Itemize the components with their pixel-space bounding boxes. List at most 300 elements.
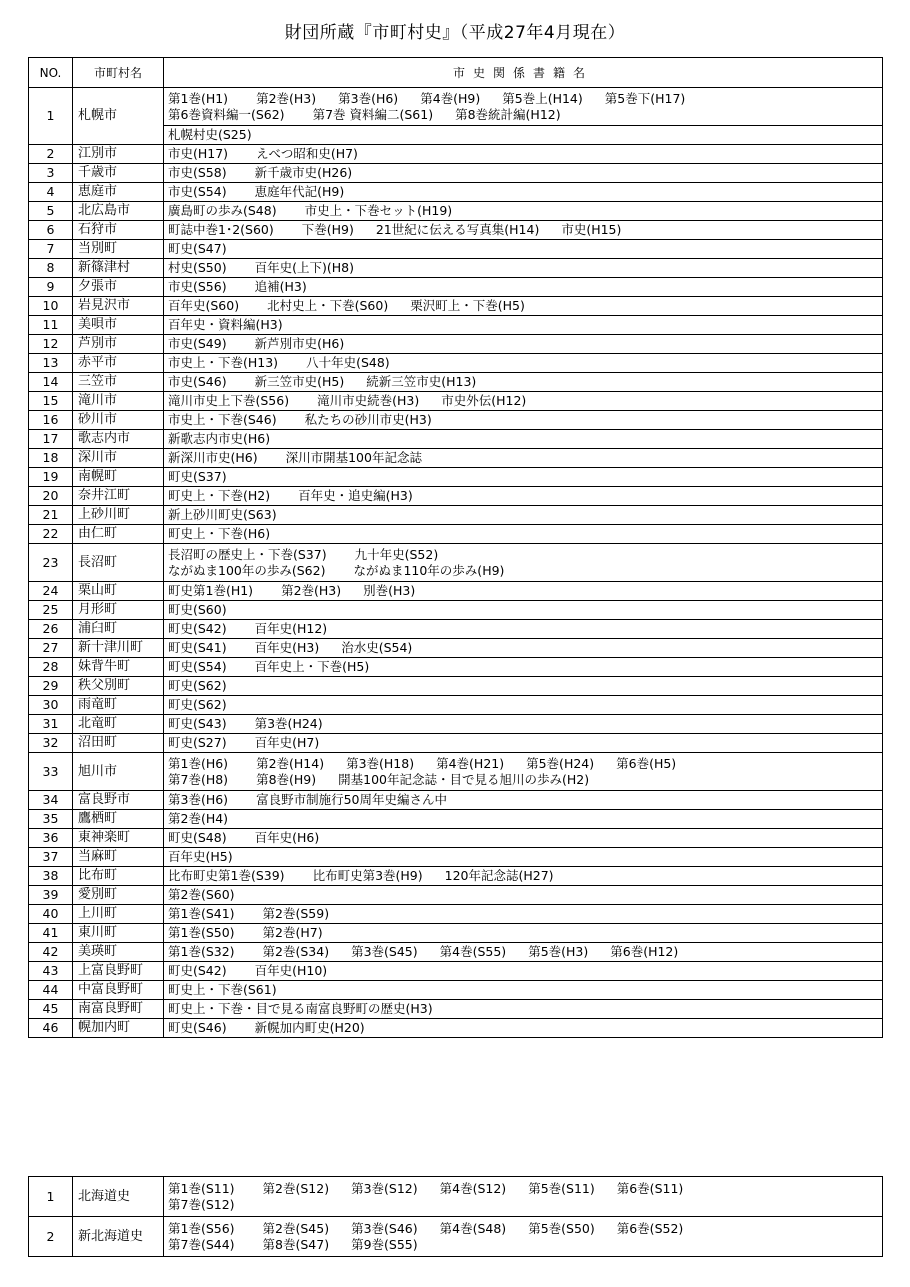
book-title: えべつ昭和史(H7)	[256, 146, 358, 161]
book-line	[168, 735, 882, 751]
book-title: 八十年史(S48)	[306, 355, 390, 370]
book-title: 新幌加内町史(H20)	[254, 1020, 365, 1035]
book-line	[168, 526, 882, 542]
book-list	[164, 468, 883, 487]
book-list	[164, 297, 883, 316]
book-title: 第8巻統計編(H12)	[455, 106, 561, 122]
table-row	[29, 183, 883, 202]
book-list	[164, 810, 883, 829]
table-row	[29, 221, 883, 240]
row-number: 39	[29, 886, 73, 905]
book-list	[164, 183, 883, 202]
book-line	[168, 431, 882, 447]
row-number: 32	[29, 734, 73, 753]
book-title: 第2巻(H7)	[262, 925, 323, 940]
book-list	[164, 962, 883, 981]
table-row	[29, 829, 883, 848]
book-line	[168, 507, 882, 523]
municipality-name: 当別町	[73, 240, 164, 259]
municipality-name: 愛別町	[73, 886, 164, 905]
book-title: 第4巻(S48)	[439, 1220, 507, 1236]
book-list	[164, 487, 883, 506]
book-title: 第2巻(S45)	[262, 1220, 330, 1236]
book-title: 第1巻(S41)	[168, 906, 235, 921]
book-title: 第6巻(S52)	[616, 1220, 684, 1236]
book-title: 第1巻(H6)	[168, 755, 229, 771]
book-title: 市史上・下巻(S46)	[168, 412, 277, 427]
book-line	[168, 678, 882, 694]
row-number: 37	[29, 848, 73, 867]
book-title: 第5巻(S11)	[528, 1180, 595, 1196]
book-title: 第4巻(S12)	[439, 1180, 507, 1196]
table-row	[29, 544, 883, 582]
book-list	[164, 658, 883, 677]
book-list	[164, 335, 883, 354]
table-row	[29, 1177, 883, 1217]
table-row	[29, 373, 883, 392]
table-row	[29, 848, 883, 867]
book-title: 開基100年記念誌・目で見る旭川の歩み(H2)	[338, 771, 590, 787]
book-title: 第4巻(S55)	[439, 944, 507, 959]
row-number: 21	[29, 506, 73, 525]
book-title: 市史(H17)	[168, 146, 229, 161]
book-line	[168, 963, 882, 979]
book-title: 第3巻(S12)	[351, 1180, 418, 1196]
municipality-name: 上砂川町	[73, 506, 164, 525]
table-row	[29, 354, 883, 373]
book-title: 町史(S41)	[168, 640, 227, 655]
book-title: 第5巻上(H14)	[502, 90, 583, 106]
book-list	[164, 164, 883, 183]
book-line	[168, 336, 882, 352]
book-line	[168, 184, 882, 200]
municipality-name: 岩見沢市	[73, 297, 164, 316]
row-number: 28	[29, 658, 73, 677]
row-number: 4	[29, 183, 73, 202]
book-line	[168, 583, 882, 599]
municipality-name: 南富良野町	[73, 1000, 164, 1019]
book-title: 百年史(上下)(H8)	[254, 260, 354, 275]
row-number: 14	[29, 373, 73, 392]
municipality-name: 千歳市	[73, 164, 164, 183]
book-title: 第6巻(S11)	[616, 1180, 684, 1196]
book-title: 北村史上・下巻(S60)	[267, 298, 389, 313]
row-number: 2	[29, 145, 73, 164]
row-number: 31	[29, 715, 73, 734]
book-line	[168, 1001, 882, 1017]
book-list	[164, 886, 883, 905]
book-list	[164, 1000, 883, 1019]
book-line	[168, 241, 882, 257]
table-row	[29, 620, 883, 639]
book-title: 第7巻(S44)	[168, 1236, 235, 1252]
book-list	[164, 905, 883, 924]
table-row	[29, 259, 883, 278]
row-number: 13	[29, 354, 73, 373]
book-title: 21世紀に伝える写真集(H14)	[375, 222, 540, 237]
municipality-name: 北海道史	[73, 1177, 164, 1217]
book-title: 市史(H15)	[561, 222, 622, 237]
row-number: 27	[29, 639, 73, 658]
table-row	[29, 601, 883, 620]
book-list	[164, 449, 883, 468]
book-title: 町史(S42)	[168, 621, 227, 636]
book-title: 百年史(H6)	[254, 830, 320, 845]
book-title: 滝川市史続巻(H3)	[317, 393, 420, 408]
municipality-name: 三笠市	[73, 373, 164, 392]
book-title: 第4巻(H21)	[436, 755, 505, 771]
book-line	[168, 393, 882, 409]
book-title: 町史(S47)	[168, 241, 227, 256]
row-number: 36	[29, 829, 73, 848]
book-title: 第1巻(S32)	[168, 944, 235, 959]
main-table-body	[29, 88, 883, 1038]
row-number: 34	[29, 791, 73, 810]
table-row	[29, 1019, 883, 1038]
table-row	[29, 1000, 883, 1019]
book-title: 市史(S46)	[168, 374, 227, 389]
book-title: 市史外伝(H12)	[441, 393, 527, 408]
book-line	[168, 621, 882, 637]
municipality-name: 北広島市	[73, 202, 164, 221]
book-title: 村史(S50)	[168, 260, 227, 275]
municipality-name: 恵庭市	[73, 183, 164, 202]
book-list	[164, 867, 883, 886]
row-number: 7	[29, 240, 73, 259]
book-line	[168, 279, 882, 295]
book-list	[164, 639, 883, 658]
book-list	[164, 506, 883, 525]
municipality-name: 北竜町	[73, 715, 164, 734]
book-title: 第2巻(H14)	[256, 755, 325, 771]
book-title: 百年史上・下巻(H5)	[254, 659, 370, 674]
book-title: 第3巻(S46)	[351, 1220, 418, 1236]
municipality-name: 夕張市	[73, 278, 164, 297]
book-line	[168, 906, 882, 922]
book-line	[168, 811, 882, 827]
row-number: 18	[29, 449, 73, 468]
municipality-name: 秩父別町	[73, 677, 164, 696]
book-title: 120年記念誌(H27)	[444, 868, 554, 883]
book-title: 百年史・資料編(H3)	[168, 317, 283, 332]
book-title: 第1巻(S11)	[168, 1180, 235, 1196]
book-line	[168, 488, 882, 504]
municipality-name: 月形町	[73, 601, 164, 620]
municipality-name: 雨竜町	[73, 696, 164, 715]
book-list	[164, 525, 883, 544]
book-title: 第5巻(H24)	[526, 755, 595, 771]
row-number: 42	[29, 943, 73, 962]
table-row	[29, 639, 883, 658]
book-title: 第2巻(H3)	[256, 90, 317, 106]
table-row	[29, 981, 883, 1000]
book-list	[164, 240, 883, 259]
book-title: 町史第1巻(H1)	[168, 583, 254, 598]
book-title: 町史(S27)	[168, 735, 227, 750]
book-title: 第2巻(H4)	[168, 811, 229, 826]
book-line	[168, 469, 882, 485]
table-row	[29, 734, 883, 753]
table-row	[29, 145, 883, 164]
book-line	[168, 563, 882, 579]
municipality-name: 江別市	[73, 145, 164, 164]
book-title: 第7巻 資料編二(S61)	[312, 106, 434, 122]
book-title: 新三笠市史(H5)	[254, 374, 345, 389]
book-title: 恵庭年代記(H9)	[254, 184, 345, 199]
table-row	[29, 715, 883, 734]
book-line	[168, 1020, 882, 1036]
book-title: 第1巻(S50)	[168, 925, 235, 940]
book-line	[168, 640, 882, 656]
municipality-name: 奈井江町	[73, 487, 164, 506]
page-title: 財団所蔵『市町村史』（平成27年4月現在）	[284, 23, 626, 43]
book-title: 新歌志内市史(H6)	[168, 431, 271, 446]
book-title: 第5巻(S50)	[528, 1220, 595, 1236]
book-list	[164, 943, 883, 962]
municipality-name: 上川町	[73, 905, 164, 924]
book-title: ながぬま110年の歩み(H9)	[353, 562, 505, 578]
book-title: 第7巻(H8)	[168, 771, 229, 787]
table-row	[29, 886, 883, 905]
row-number: 40	[29, 905, 73, 924]
book-list	[164, 601, 883, 620]
municipality-name: 美瑛町	[73, 943, 164, 962]
book-line	[168, 772, 882, 788]
municipality-name: 深川市	[73, 449, 164, 468]
book-title: 町史(S62)	[168, 678, 227, 693]
book-title: 市史(S54)	[168, 184, 227, 199]
table-row	[29, 867, 883, 886]
book-list	[164, 259, 883, 278]
book-title: 滝川市史上下巻(S56)	[168, 393, 290, 408]
book-title: 廣島町の歩み(S48)	[168, 203, 277, 218]
row-number: 6	[29, 221, 73, 240]
book-list	[164, 392, 883, 411]
municipality-name: 旭川市	[73, 753, 164, 791]
municipality-name: 美唄市	[73, 316, 164, 335]
municipality-name: 石狩市	[73, 221, 164, 240]
book-title: 長沼町の歴史上・下巻(S37)	[168, 546, 327, 562]
municipality-name: 中富良野町	[73, 981, 164, 1000]
row-number: 22	[29, 525, 73, 544]
book-line	[168, 165, 882, 181]
book-list	[164, 411, 883, 430]
book-title: 第5巻(H3)	[528, 944, 589, 959]
row-number: 2	[29, 1217, 73, 1257]
book-title: 第3巻(H6)	[168, 792, 229, 807]
municipality-name: 由仁町	[73, 525, 164, 544]
book-title: 新千歳市史(H26)	[254, 165, 353, 180]
table-row	[29, 791, 883, 810]
book-line	[168, 107, 882, 123]
book-title: 町史(S42)	[168, 963, 227, 978]
municipality-name: 鷹栖町	[73, 810, 164, 829]
book-list	[164, 88, 883, 126]
book-title: 第3巻(H6)	[338, 90, 399, 106]
book-title: 栗沢町上・下巻(H5)	[410, 298, 525, 313]
table-row	[29, 430, 883, 449]
table-row	[29, 924, 883, 943]
book-title: 新芦別市史(H6)	[254, 336, 345, 351]
table-row	[29, 316, 883, 335]
book-list	[164, 848, 883, 867]
hokkaido-history-table	[28, 1176, 883, 1257]
book-title: 第6巻資料編一(S62)	[168, 106, 285, 122]
municipality-name: 南幌町	[73, 468, 164, 487]
municipality-name: 長沼町	[73, 544, 164, 582]
book-line	[168, 547, 882, 563]
table-row	[29, 696, 883, 715]
book-title: 富良野市制施行50周年史編さん中	[256, 792, 447, 807]
book-list	[164, 1217, 883, 1257]
municipality-name: 妹背牛町	[73, 658, 164, 677]
table-row	[29, 468, 883, 487]
book-line	[168, 260, 882, 276]
book-title: 第1巻(S56)	[168, 1220, 235, 1236]
row-number: 12	[29, 335, 73, 354]
table-row	[29, 677, 883, 696]
book-title: 第5巻下(H17)	[604, 90, 686, 106]
row-number: 35	[29, 810, 73, 829]
book-title: 百年史(H5)	[168, 849, 233, 864]
header-row	[29, 58, 883, 88]
book-list	[164, 620, 883, 639]
book-title: 九十年史(S52)	[354, 546, 439, 562]
book-line	[168, 944, 882, 960]
row-number: 9	[29, 278, 73, 297]
book-title: 第6巻(H12)	[610, 944, 679, 959]
book-line	[168, 1181, 882, 1197]
municipality-name: 滝川市	[73, 392, 164, 411]
book-line	[168, 925, 882, 941]
book-line	[168, 91, 882, 107]
book-list	[164, 753, 883, 791]
book-title: 治水史(S54)	[341, 640, 413, 655]
book-list	[164, 354, 883, 373]
row-number: 29	[29, 677, 73, 696]
book-title: 百年史(H12)	[254, 621, 328, 636]
header-books: 市史関係書籍名	[164, 58, 883, 88]
book-title: 市史上・下巻セット(H19)	[304, 203, 453, 218]
book-title: 第3巻(H18)	[346, 755, 415, 771]
book-title: 百年史・追史編(H3)	[298, 488, 413, 503]
book-line	[168, 887, 882, 903]
book-line	[168, 868, 882, 884]
book-line	[168, 659, 882, 675]
book-line	[168, 830, 882, 846]
book-title: 続新三笠市史(H13)	[366, 374, 477, 389]
table-row	[29, 449, 883, 468]
book-title: 町史上・下巻(H2)	[168, 488, 271, 503]
main-table	[28, 57, 883, 1038]
book-line	[168, 317, 882, 333]
book-list	[164, 373, 883, 392]
book-line	[168, 1197, 882, 1213]
book-list	[164, 202, 883, 221]
book-title: 深川市開基100年記念誌	[285, 450, 422, 465]
book-line	[168, 355, 882, 371]
book-title: 第1巻(H1)	[168, 90, 229, 106]
hokkaido-history-body	[29, 1177, 883, 1257]
book-title: 町史(S62)	[168, 697, 227, 712]
book-title: 町史(S48)	[168, 830, 227, 845]
municipality-name: 東神楽町	[73, 829, 164, 848]
book-title: 町史上・下巻・目で見る南富良野町の歴史(H3)	[168, 1001, 433, 1016]
book-line	[168, 756, 882, 772]
book-title: 私たちの砂川市史(H3)	[304, 412, 432, 427]
book-list	[164, 278, 883, 297]
book-list	[164, 734, 883, 753]
book-title: ながぬま100年の歩み(S62)	[168, 562, 326, 578]
book-line	[168, 697, 882, 713]
row-number: 16	[29, 411, 73, 430]
book-title: 第4巻(H9)	[420, 90, 481, 106]
book-title: 比布町史第3巻(H9)	[312, 868, 423, 883]
book-title: 第8巻(S47)	[262, 1236, 330, 1252]
book-list	[164, 145, 883, 164]
book-list	[164, 316, 883, 335]
row-number: 5	[29, 202, 73, 221]
book-list	[164, 829, 883, 848]
book-line	[168, 716, 882, 732]
book-line	[168, 374, 882, 390]
table-row	[29, 164, 883, 183]
municipality-name: 芦別市	[73, 335, 164, 354]
book-line	[168, 602, 882, 618]
row-number: 3	[29, 164, 73, 183]
book-title: 町史(S60)	[168, 602, 227, 617]
municipality-name: 比布町	[73, 867, 164, 886]
row-number: 10	[29, 297, 73, 316]
table-row	[29, 962, 883, 981]
book-title: 追補(H3)	[254, 279, 307, 294]
table-row	[29, 810, 883, 829]
row-number: 41	[29, 924, 73, 943]
book-list	[164, 1177, 883, 1217]
row-number: 19	[29, 468, 73, 487]
row-number: 1	[29, 1177, 73, 1217]
book-title: 市史上・下巻(H13)	[168, 355, 279, 370]
row-number: 20	[29, 487, 73, 506]
book-title: 町史上・下巻(H6)	[168, 526, 271, 541]
book-list	[164, 715, 883, 734]
table-row	[29, 658, 883, 677]
row-number: 45	[29, 1000, 73, 1019]
book-list	[164, 791, 883, 810]
row-number: 11	[29, 316, 73, 335]
book-title: 第2巻(H3)	[281, 583, 342, 598]
table-row	[29, 753, 883, 791]
book-title: 町史(S43)	[168, 716, 227, 731]
book-title: 第9巻(S55)	[351, 1236, 418, 1252]
table-row	[29, 297, 883, 316]
row-number: 1	[29, 88, 73, 145]
table-row	[29, 506, 883, 525]
book-list	[164, 677, 883, 696]
row-number: 23	[29, 544, 73, 582]
book-title: 市史(S49)	[168, 336, 227, 351]
municipality-name: 浦臼町	[73, 620, 164, 639]
table-row	[29, 487, 883, 506]
book-title: 市史(S56)	[168, 279, 227, 294]
municipality-name: 新篠津村	[73, 259, 164, 278]
municipality-name: 上富良野町	[73, 962, 164, 981]
table-row	[29, 240, 883, 259]
book-title: 市史(S58)	[168, 165, 227, 180]
table-row	[29, 1217, 883, 1257]
row-number: 17	[29, 430, 73, 449]
book-title: 百年史(H7)	[254, 735, 320, 750]
